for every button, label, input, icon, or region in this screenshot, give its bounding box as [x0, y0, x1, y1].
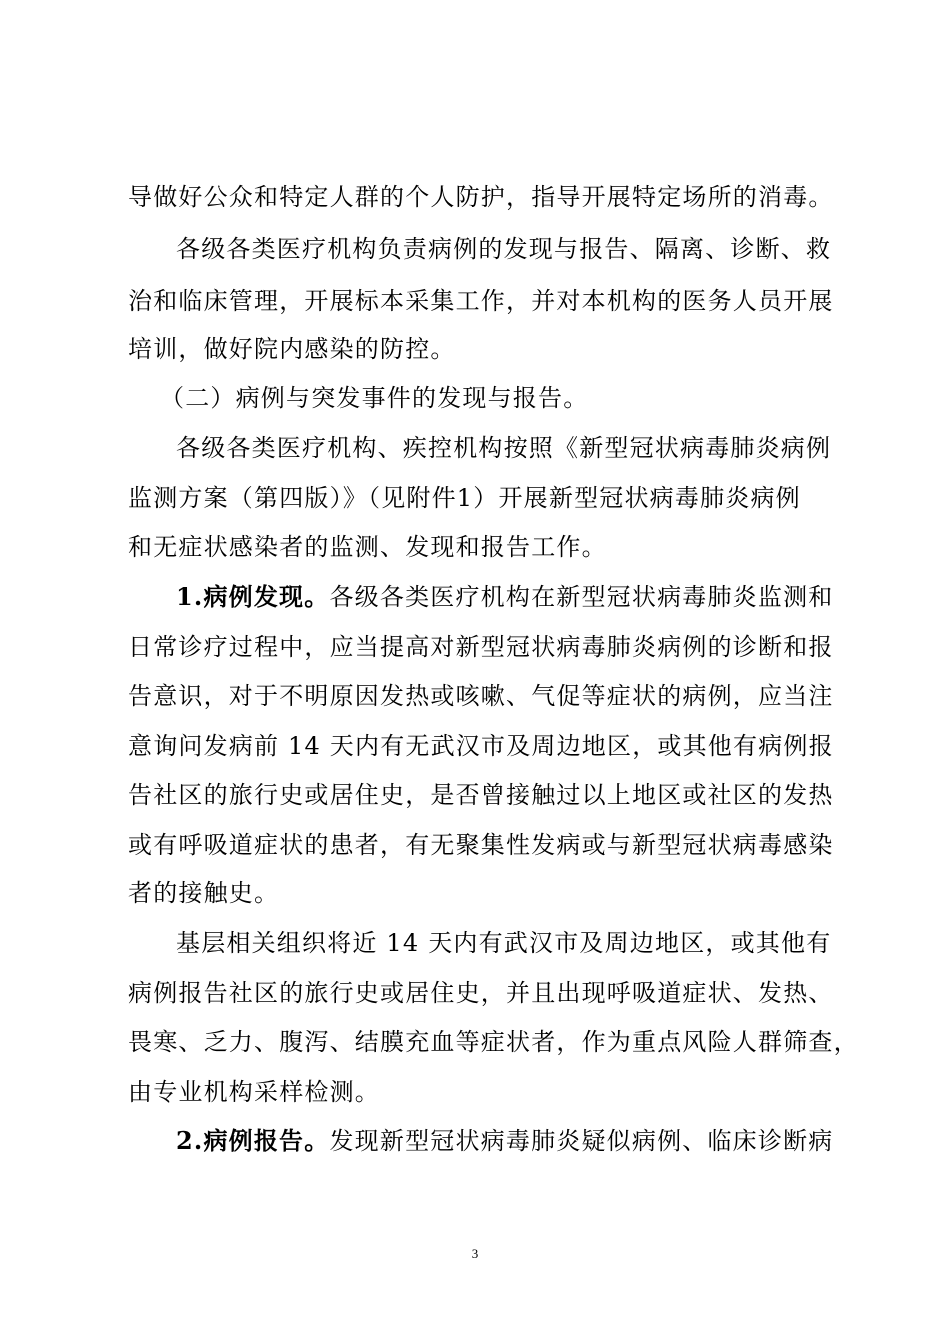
item-lead: 2.病例报告。 — [176, 1126, 330, 1155]
paragraph-line: 告社区的旅行史或居住史，是否曾接触过以上地区或社区的发热 — [128, 781, 834, 809]
paragraph-line: 监测方案（第四版）》（见附件1）开展新型冠状病毒肺炎病例 — [128, 484, 801, 512]
paragraph-line: 各级各类医疗机构负责病例的发现与报告、隔离、诊断、救 — [176, 235, 832, 263]
paragraph-line: 或有呼吸道症状的患者，有无聚集性发病或与新型冠状病毒感染 — [128, 831, 834, 859]
item-text: 各级各类医疗机构在新型冠状病毒肺炎监测和 — [329, 583, 834, 611]
paragraph-line: 日常诊疗过程中，应当提高对新型冠状病毒肺炎病例的诊断和报 — [128, 633, 834, 661]
paragraph-line: 由专业机构采样检测。 — [128, 1078, 380, 1106]
paragraph-line — [176, 581, 832, 613]
paragraph-line: 告意识，对于不明原因发热或咳嗽、气促等症状的病例，应当注 — [128, 682, 834, 710]
paragraph-line: 畏寒、乏力、腹泻、结膜充血等症状者，作为重点风险人群筛查， — [128, 1028, 859, 1056]
paragraph-line: 导做好公众和特定人群的个人防护，指导开展特定场所的消毒。 — [128, 183, 834, 211]
paragraph-line: 和无症状感染者的监测、发现和报告工作。 — [128, 533, 607, 561]
paragraph-line: 病例报告社区的旅行史或居住史，并且出现呼吸道症状、发热、 — [128, 979, 834, 1007]
page-number: 3 — [471, 1246, 479, 1261]
section-heading: （二）病例与突发事件的发现与报告。 — [160, 384, 589, 412]
paragraph-line: 各级各类医疗机构、疾控机构按照《新型冠状病毒肺炎病例 — [176, 434, 832, 462]
paragraph-line: 意询问发病前 14 天内有无武汉市及周边地区，或其他有病例报 — [128, 732, 834, 760]
paragraph-line: 基层相关组织将近 14 天内有武汉市及周边地区，或其他有 — [176, 929, 832, 957]
paragraph-line: 者的接触史。 — [128, 879, 280, 907]
item-text: 发现新型冠状病毒肺炎疑似病例、临床诊断病 — [329, 1127, 834, 1155]
paragraph-line: 培训，做好院内感染的防控。 — [128, 335, 456, 363]
item-lead: 1.病例发现。 — [176, 582, 330, 611]
paragraph-line: 治和临床管理，开展标本采集工作，并对本机构的医务人员开展 — [128, 287, 834, 315]
paragraph-line — [176, 1125, 832, 1157]
